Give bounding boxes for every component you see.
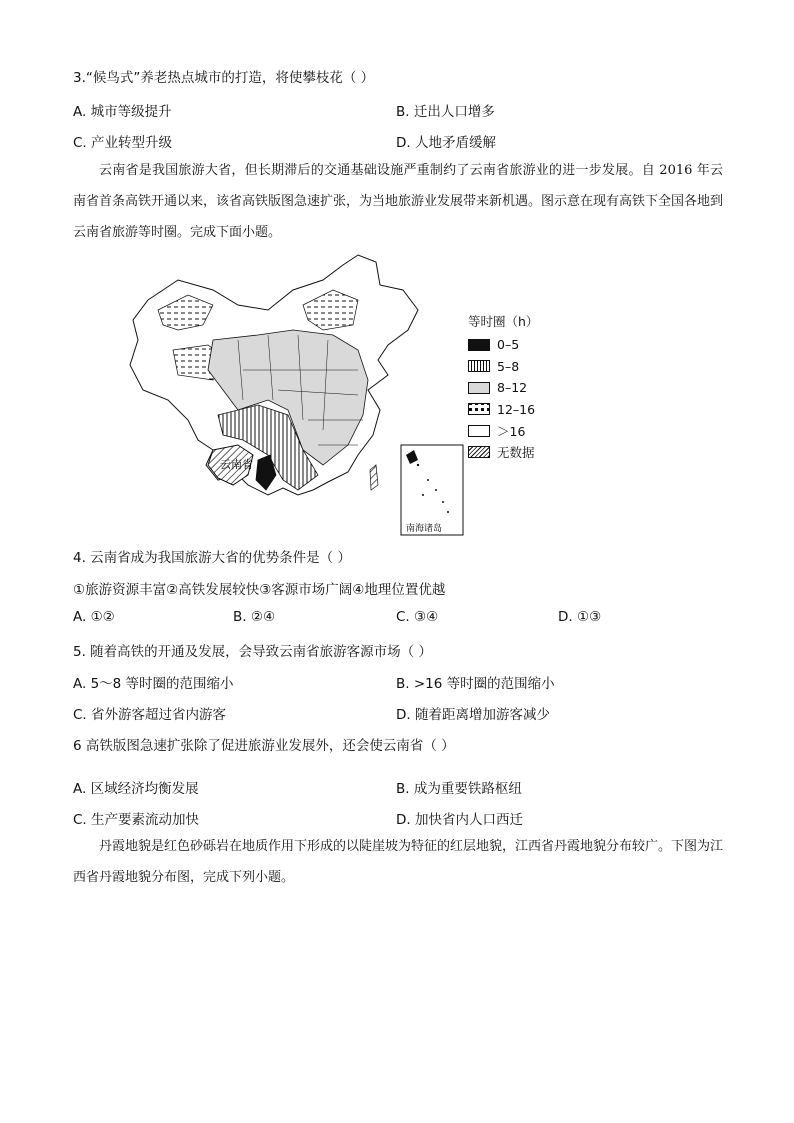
legend-title: 等时圈（h）: [468, 314, 539, 329]
q3-option-b: B. 迁出人口增多: [396, 104, 495, 120]
passage-yunnan: [73, 155, 723, 248]
q3-stem: 3.“候鸟式”养老热点城市的打造，将使攀枝花（ ）: [73, 70, 375, 86]
legend-item: [468, 356, 578, 378]
q5-option-b: B. >16 等时圈的范围缩小: [396, 676, 555, 692]
q5-option-a: A. 5～8 等时圈的范围缩小: [73, 676, 234, 692]
passage-yunnan-text: 云南省是我国旅游大省，但长期滞后的交通基础设施严重制约了云南省旅游业的进一步发展。自 2016 年云南省首条高铁开通以来，该省高铁版图急速扩张，为当地旅游业发展带来新机遇。图示意在现有高铁下全国各地到云南省旅游等时圈。完成下面小题。: [73, 163, 724, 240]
q6-stem: 6 高铁版图急速扩张除了促进旅游业发展外，还会使云南省（ ）: [73, 738, 455, 754]
q6-option-c: C. 生产要素流动加快: [73, 812, 200, 828]
legend-label: 12–16: [497, 401, 536, 417]
legend-swatch-gray: [468, 382, 490, 394]
q3-option-a: A. 城市等级提升: [73, 104, 172, 120]
legend-label: 5–8: [497, 358, 520, 374]
q4-option-a: A. ①②: [73, 609, 115, 625]
legend-swatch-vertical: [468, 360, 490, 372]
region-5-8-taiwan: [370, 465, 378, 490]
legend-label: 0–5: [497, 337, 520, 353]
q5-option-d: D. 随着距离增加游客减少: [396, 707, 550, 723]
legend-swatch-diagonal: [468, 446, 490, 458]
q6-option-a: A. 区域经济均衡发展: [73, 781, 199, 797]
legend-swatch-dashed: [468, 403, 490, 415]
legend-swatch-white: [468, 425, 490, 437]
legend-label: 8–12: [497, 380, 528, 396]
legend-swatch-black: [468, 339, 490, 351]
legend-item: [468, 442, 578, 464]
legend-item: [468, 377, 578, 399]
q4-option-d: D. ①③: [558, 609, 602, 625]
map-legend: [468, 312, 578, 463]
legend-item: [468, 334, 578, 356]
q3-option-d: D. 人地矛盾缓解: [396, 135, 496, 151]
q5-stem: 5. 随着高铁的开通及发展，会导致云南省旅游客源市场（ ）: [73, 644, 432, 660]
china-isochrone-map: [118, 250, 468, 540]
q4-items: ①旅游资源丰富②高铁发展较快③客源市场广阔④地理位置优越: [73, 582, 446, 598]
legend-item: [468, 399, 578, 421]
q5-option-c: C. 省外游客超过省内游客: [73, 707, 227, 723]
q4-option-b: B. ②④: [233, 609, 276, 625]
yunnan-label: 云南省: [220, 458, 253, 471]
q6-option-d: D. 加快省内人口西迁: [396, 812, 523, 828]
q4-stem: 4. 云南省成为我国旅游大省的优势条件是（ ）: [73, 550, 351, 566]
q3-option-c: C. 产业转型升级: [73, 135, 173, 151]
passage-danxia-text: 丹霞地貌是红色砂砾岩在地质作用下形成的以陡崖坡为特征的红层地貌，江西省丹霞地貌分布较广。下图为江西省丹霞地貌分布图，完成下列小题。: [73, 839, 724, 885]
legend-label: ＞16: [497, 423, 526, 439]
legend-item: [468, 420, 578, 442]
passage-danxia: [73, 831, 723, 893]
q6-option-b: B. 成为重要铁路枢纽: [396, 781, 522, 797]
q4-option-c: C. ③④: [396, 609, 439, 625]
legend-label: 无数据: [497, 445, 535, 461]
inset-label: 南海诸岛: [406, 524, 443, 534]
